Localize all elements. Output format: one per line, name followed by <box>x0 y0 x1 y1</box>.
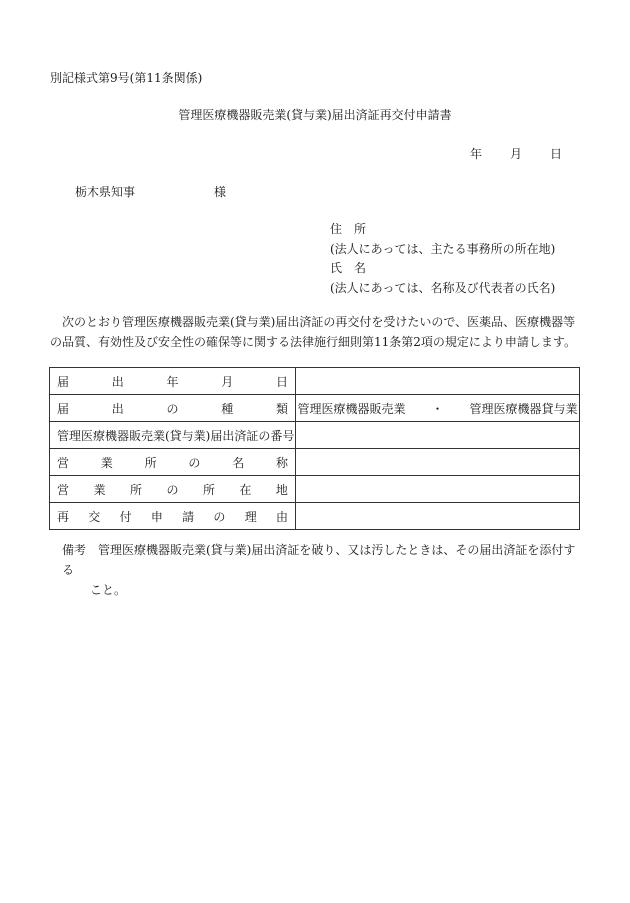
row-label-office-location <box>50 476 296 503</box>
name-note: (法人にあっては、名称及び代表者の氏名) <box>330 280 556 295</box>
option-separator: ・ <box>431 401 444 416</box>
option-leasing[interactable]: 管理医療機器貸与業 <box>469 401 578 416</box>
label-char: 営 <box>57 455 70 470</box>
label-char: の <box>188 455 201 470</box>
label-char: 在 <box>239 482 252 497</box>
addressee-name: 栃木県知事 <box>75 185 136 199</box>
label-char: 再 <box>57 509 70 524</box>
label-char: 種 <box>221 401 234 416</box>
table-row <box>50 395 580 422</box>
remarks-note <box>62 540 582 600</box>
spread-label <box>50 508 295 525</box>
addressee-honorific: 様 <box>214 185 227 199</box>
table-row <box>50 422 580 449</box>
month-label: 月 <box>510 147 523 161</box>
row-label-notification-date <box>50 368 296 395</box>
option-sales[interactable]: 管理医療機器販売業 <box>297 401 406 416</box>
addressee <box>75 184 227 200</box>
day-label: 日 <box>550 147 563 161</box>
notification-type-options <box>296 400 579 417</box>
label-char: 付 <box>119 509 132 524</box>
date-line <box>470 146 562 162</box>
label-char: 届 <box>57 374 70 389</box>
label-char: 請 <box>182 509 195 524</box>
remarks-text-line2: こと。 <box>90 583 127 597</box>
label-char: 出 <box>111 401 124 416</box>
form-identifier: 別記様式第9号(第11条関係) <box>50 71 203 85</box>
office-name-field[interactable] <box>296 449 580 476</box>
label-char: 日 <box>275 374 288 389</box>
label-char: 年 <box>166 374 179 389</box>
table-row <box>50 368 580 395</box>
table-row <box>50 503 580 530</box>
spread-label <box>50 400 295 417</box>
certificate-number-label: 管理医療機器販売業(貸与業)届出済証の番号 <box>57 428 295 443</box>
label-char: 由 <box>275 509 288 524</box>
spread-label <box>50 481 295 498</box>
spread-label <box>50 373 295 390</box>
label-char: の <box>166 482 179 497</box>
spread-label <box>50 454 295 471</box>
address-label: 住 所 <box>330 222 367 236</box>
label-char: の <box>166 401 179 416</box>
remarks-label: 備考 <box>62 543 87 557</box>
year-label: 年 <box>470 147 483 161</box>
application-form-table <box>49 367 580 530</box>
table-row <box>50 476 580 503</box>
address-note: (法人にあっては、主たる事務所の所在地) <box>330 241 556 256</box>
label-char: 所 <box>202 482 215 497</box>
row-label-notification-type <box>50 395 296 422</box>
notification-date-field[interactable] <box>296 368 580 395</box>
label-char: 地 <box>275 482 288 497</box>
office-location-field[interactable] <box>296 476 580 503</box>
name-label: 氏 名 <box>330 261 367 275</box>
label-char: の <box>213 509 226 524</box>
label-char: 交 <box>88 509 101 524</box>
application-statement: 次のとおり管理医療機器販売業(貸与業)届出済証の再交付を受けたいので、医薬品、医療機器等の品質、有効性及び安全性の確保等に関する法律施行細則第11条第2項の規定により申請します。 <box>50 315 576 349</box>
label-char: 業 <box>93 482 106 497</box>
label-char: 所 <box>129 482 142 497</box>
label-char: 届 <box>57 401 70 416</box>
reissue-reason-field[interactable] <box>296 503 580 530</box>
notification-type-field[interactable] <box>296 395 580 422</box>
document-title: 管理医療機器販売業(貸与業)届出済証再交付申請書 <box>178 108 452 122</box>
label-char: 営 <box>57 482 70 497</box>
label-char: 所 <box>144 455 157 470</box>
label-char: 業 <box>100 455 113 470</box>
label-char: 月 <box>221 374 234 389</box>
row-label-office-name <box>50 449 296 476</box>
applicant-block <box>330 220 555 298</box>
label-char: 出 <box>111 374 124 389</box>
label-char: 称 <box>275 455 288 470</box>
label-char: 申 <box>150 509 163 524</box>
remarks-text-line1: 管理医療機器販売業(貸与業)届出済証を破り、又は汚したときは、その届出済証を添付する <box>62 543 576 577</box>
table-row <box>50 449 580 476</box>
label-char: 類 <box>275 401 288 416</box>
label-char: 名 <box>232 455 245 470</box>
row-label-reissue-reason <box>50 503 296 530</box>
row-label-certificate-number <box>50 422 296 449</box>
label-char: 理 <box>244 509 257 524</box>
certificate-number-field[interactable] <box>296 422 580 449</box>
